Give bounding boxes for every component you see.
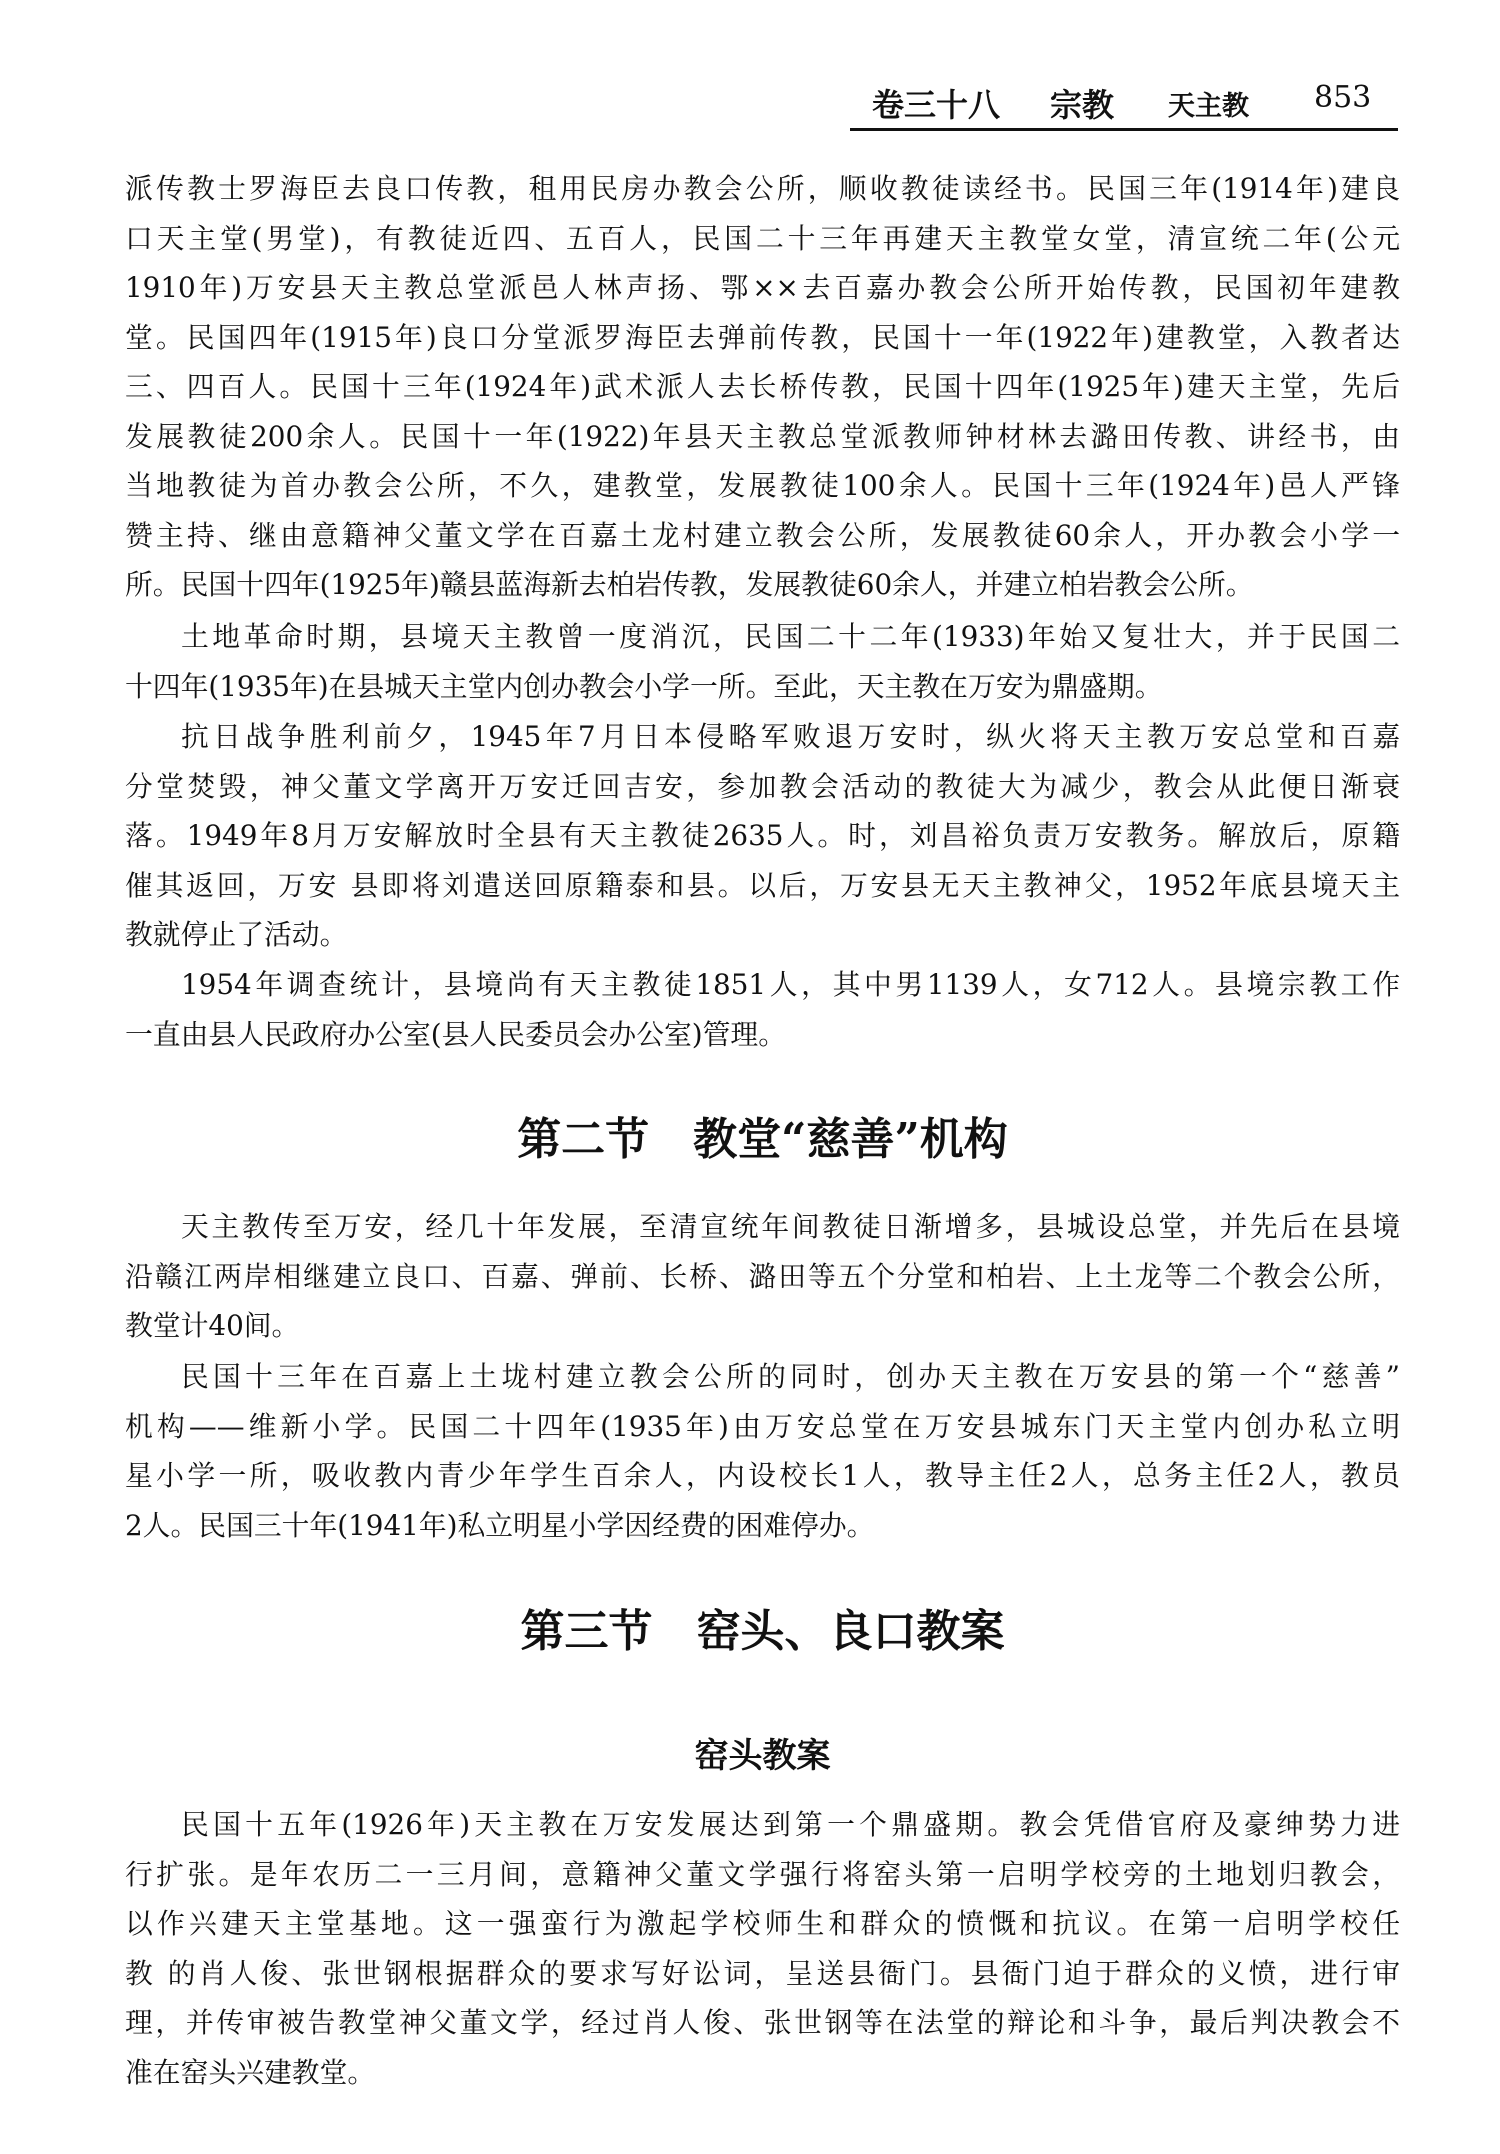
text-line: 教堂计40间。 bbox=[125, 1309, 300, 1342]
text-line: 以作兴建天主堂基地。这一强蛮行为激起学校师生和群众的愤慨和抗议。在第一启明学校任 bbox=[125, 1907, 1400, 1940]
text-line: 1910年)万安县天主教总堂派邑人林声扬、鄂××去百嘉办教会公所开始传教，民国初年建教 bbox=[125, 271, 1400, 304]
text-line: 堂。民国四年(1915年)良口分堂派罗海臣去弹前传教，民国十一年(1922年)建教堂，入教者达 bbox=[125, 320, 1400, 354]
text-line: 机构——维新小学。民国二十四年(1935年)由万安总堂在万安县城东门天主堂内创办私立明 bbox=[125, 1409, 1400, 1443]
paragraph-1 bbox=[125, 164, 1400, 610]
text-line: 十四年(1935年)在县城天主堂内创办教会小学一所。至此，天主教在万安为鼎盛期。 bbox=[125, 669, 1163, 703]
text-line: 2人。民国三十年(1941年)私立明星小学因经费的困难停办。 bbox=[125, 1508, 875, 1542]
running-header bbox=[850, 78, 1398, 131]
text-line: 星小学一所，吸收教内青少年学生百余人，内设校长1人，教导主任2人，总务主任2人，教员 bbox=[125, 1459, 1400, 1492]
text-line: 行扩张。是年农历二一三月间，意籍神父董文学强行将窑头第一启明学校旁的土地划归教会， bbox=[125, 1857, 1400, 1891]
text-line: 口天主堂(男堂)，有教徒近四、五百人，民国二十三年再建天主教堂女堂，清宣统二年(公元 bbox=[125, 221, 1400, 255]
text-line: 所。民国十四年(1925年)赣县蓝海新去柏岩传教，发展教徒60余人，并建立柏岩教会公所。 bbox=[125, 568, 1254, 601]
paragraph-2 bbox=[125, 612, 1400, 711]
paragraph-6 bbox=[125, 1352, 1400, 1550]
page-number: 853 bbox=[1314, 80, 1372, 115]
text-line: 当地教徒为首办教会公所，不久，建教堂，发展教徒100余人。民国十三年(1924年)邑人严锋 bbox=[125, 469, 1400, 502]
text-line: 理，并传审被告教堂神父董文学，经过肖人俊、张世钢等在法堂的辩论和斗争，最后判决教会不 bbox=[125, 2006, 1400, 2039]
text-line: 沿赣江两岸相继建立良口、百嘉、弹前、长桥、潞田等五个分堂和柏岩、上土龙等二个教会公所， bbox=[125, 1259, 1400, 1293]
section-title-3: 第三节 窑头、良口教案 bbox=[520, 1606, 1005, 1657]
text-line: 土地革命时期，县境天主教曾一度消沉，民国二十二年(1933)年始又复壮大，并于民国二 bbox=[181, 620, 1400, 653]
text-line: 1954年调查统计，县境尚有天主教徒1851人，其中男1139人，女712人。县境宗教工作 bbox=[181, 968, 1400, 1001]
paragraph-4 bbox=[125, 960, 1400, 1059]
text-line: 教就停止了活动。 bbox=[125, 918, 348, 951]
text-line: 派传教士罗海臣去良口传教，租用民房办教会公所，顺收教徒读经书。民国三年(1914年)建良 bbox=[125, 172, 1400, 205]
text-line: 抗日战争胜利前夕，1945年7月日本侵略军败退万安时，纵火将天主教万安总堂和百嘉 bbox=[181, 720, 1400, 753]
paragraph-5 bbox=[125, 1202, 1400, 1351]
paragraph-3 bbox=[125, 712, 1400, 960]
text-line: 发展教徒200余人。民国十一年(1922)年县天主教总堂派教师钟材林去潞田传教、讲经书，由 bbox=[125, 419, 1400, 453]
text-line: 准在窑头兴建教堂。 bbox=[125, 2055, 376, 2089]
text-line: 一直由县人民政府办公室(县人民委员会办公室)管理。 bbox=[125, 1017, 787, 1051]
text-line: 民国十五年(1926年)天主教在万安发展达到第一个鼎盛期。教会凭借官府及豪绅势力进 bbox=[181, 1808, 1400, 1841]
text-line: 教 的肖人俊、张世钢根据群众的要求写好讼词，呈送县衙门。县衙门迫于群众的义愤，进行审 bbox=[125, 1956, 1400, 1990]
text-line: 分堂焚毁，神父董文学离开万安迁回吉安，参加教会活动的教徒大为减少，教会从此便日渐衰 bbox=[125, 769, 1400, 803]
paragraph-7 bbox=[125, 1800, 1400, 2097]
header-volume: 卷三十八 bbox=[872, 86, 1001, 124]
subsection-title: 窑头教案 bbox=[694, 1736, 831, 1776]
section-title-2: 第二节 教堂“慈善”机构 bbox=[517, 1114, 1008, 1165]
text-line: 催其返回，万安 县即将刘遣送回原籍泰和县。以后，万安县无天主教神父，1952年底县境天主 bbox=[125, 868, 1400, 902]
text-line: 落。1949年8月万安解放时全县有天主教徒2635人。时，刘昌裕负责万安教务。解放后，原籍 bbox=[125, 819, 1400, 852]
header-category: 宗教 bbox=[1050, 86, 1115, 124]
text-line: 民国十三年在百嘉上土垅村建立教会公所的同时，创办天主教在万安县的第一个“慈善” bbox=[181, 1360, 1400, 1393]
text-line: 天主教传至万安，经几十年发展，至清宣统年间教徒日渐增多，县城设总堂，并先后在县境 bbox=[181, 1210, 1400, 1243]
text-line: 赞主持、继由意籍神父董文学在百嘉土龙村建立教会公所，发展教徒60余人，开办教会小学一 bbox=[125, 518, 1400, 552]
text-line: 三、四百人。民国十三年(1924年)武术派人去长桥传教，民国十四年(1925年)建天主堂，先后 bbox=[125, 370, 1400, 403]
header-subcategory: 天主教 bbox=[1168, 91, 1249, 122]
